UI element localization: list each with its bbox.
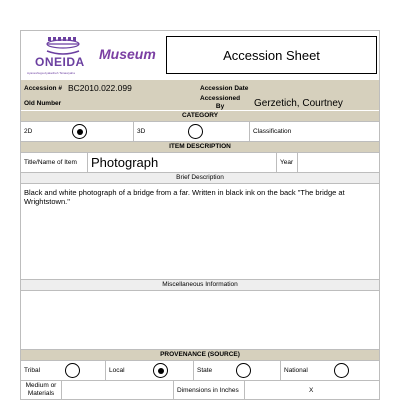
accession-sheet [20, 30, 380, 400]
title-name-label: Title/Name of Item [24, 159, 77, 166]
sheet-title: Accession Sheet [223, 48, 320, 63]
oneida-logo [25, 35, 101, 77]
category-2d-label: 2D [24, 128, 33, 135]
org-name: ONEIDA [35, 55, 85, 69]
medium-materials-label: Medium or Materials [25, 382, 57, 397]
accession-number-label: Accession # [24, 85, 62, 92]
brief-description-text[interactable]: Black and white photograph of a bridge from a far. Written in black ink on the back "The bridge at Wrightstown." [24, 188, 345, 206]
brief-description-heading: Brief Description [21, 173, 379, 183]
provenance-state-radio[interactable] [236, 363, 251, 378]
provenance-national-label: National [284, 367, 308, 374]
accession-date-label: Accession Date [200, 85, 249, 92]
misc-info-heading: Miscellaneous Information [21, 280, 379, 290]
oneida-logo-icon [25, 35, 101, 57]
radio-selected-dot [158, 368, 164, 374]
title-box [166, 36, 377, 74]
provenance-tribal-label: Tribal [24, 367, 41, 374]
category-2d-radio[interactable] [72, 124, 87, 139]
dimensions-label: Dimensions in Inches [177, 387, 239, 394]
year-label: Year [280, 159, 294, 166]
old-number-label: Old Number [24, 100, 62, 107]
museum-label: Museum [99, 46, 156, 62]
org-tagline: Ayaneshuga Ayaketheh Tsinawyaha [27, 71, 75, 75]
provenance-local-radio[interactable] [153, 363, 168, 378]
provenance-local-label: Local [109, 367, 125, 374]
radio-selected-dot [77, 129, 83, 135]
dimensions-separator: X [309, 387, 314, 394]
accession-number-value[interactable]: BC2010.022.099 [68, 83, 132, 93]
accessioned-by-label: Accessioned By [200, 95, 241, 110]
category-3d-radio[interactable] [188, 124, 203, 139]
misc-info-area[interactable] [21, 291, 379, 349]
provenance-heading: PROVENANCE (SOURCE) [21, 350, 379, 360]
category-3d-label: 3D [137, 128, 146, 135]
title-name-value[interactable]: Photograph [91, 155, 159, 170]
medium-materials-field[interactable] [62, 381, 173, 399]
category-heading: CATEGORY [21, 111, 379, 121]
classification-label: Classification [253, 128, 292, 135]
provenance-tribal-radio[interactable] [65, 363, 80, 378]
provenance-national-radio[interactable] [334, 363, 349, 378]
item-description-heading: ITEM DESCRIPTION [21, 142, 379, 152]
provenance-state-label: State [197, 367, 213, 374]
accessioned-by-value[interactable]: Gerzetich, Courtney [254, 98, 343, 109]
